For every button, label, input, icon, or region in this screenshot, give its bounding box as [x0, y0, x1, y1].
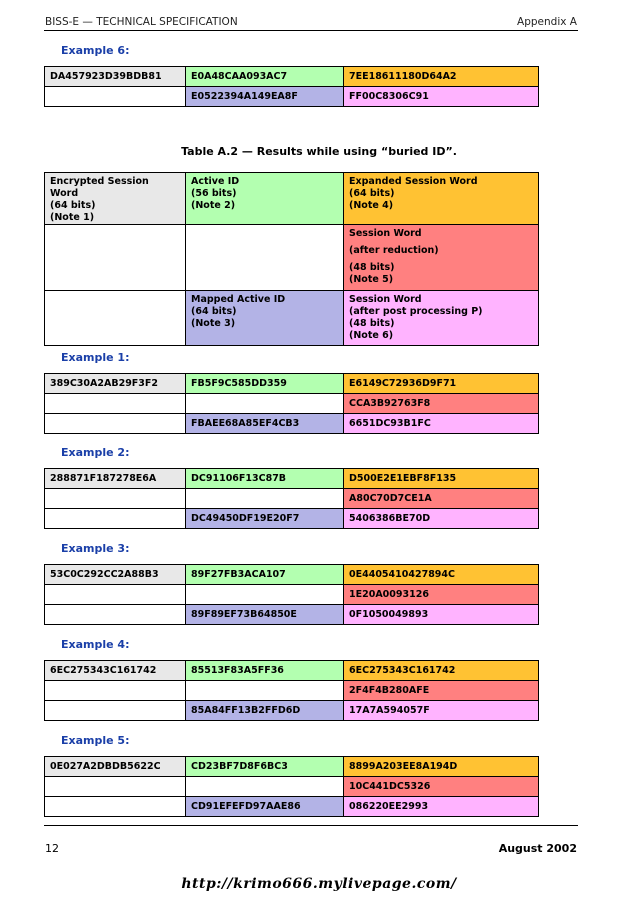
encrypted-session-word-cell: 0E027A2DBDB5622C: [45, 757, 186, 777]
header-line: (Note 6): [349, 330, 394, 341]
encrypted-session-word-cell: 53C0C292CC2A88B3: [45, 565, 186, 585]
active-id-cell: FB5F9C585DD359: [186, 374, 344, 394]
footer-rule: [44, 825, 578, 826]
empty-cell: [45, 225, 186, 291]
table-row: [45, 661, 539, 681]
session-word-reduced-cell: 10C441DC5326: [344, 777, 539, 797]
example-3-label: Example 3:: [61, 542, 130, 555]
example-4-table: [44, 660, 539, 721]
expanded-session-word-cell: 6EC275343C161742: [344, 661, 539, 681]
table-row: [45, 67, 539, 87]
running-header-appendix: Appendix A: [517, 16, 577, 28]
header-line: Mapped Active ID: [191, 294, 286, 305]
example-2-table: [44, 468, 539, 529]
header-active-id: [186, 173, 344, 225]
example-6-label: Example 6:: [61, 44, 130, 57]
empty-cell: [45, 777, 186, 797]
example-4-label: Example 4:: [61, 638, 130, 651]
table-row: [45, 87, 539, 107]
empty-cell: [45, 701, 186, 721]
table-row: [45, 509, 539, 529]
header-line: (64 bits): [191, 306, 237, 317]
empty-cell: [186, 394, 344, 414]
encrypted-session-word-cell: 6EC275343C161742: [45, 661, 186, 681]
table-row: [45, 489, 539, 509]
table-row: [45, 585, 539, 605]
expanded-session-word-cell: D500E2E1EBF8F135: [344, 469, 539, 489]
header-line: (Note 3): [191, 318, 236, 329]
empty-cell: [45, 87, 186, 107]
empty-cell: [45, 291, 186, 346]
header-line: (64 bits): [50, 200, 96, 211]
table-row: [45, 757, 539, 777]
active-id-cell: E0A48CAA093AC7: [186, 67, 344, 87]
header-line: (Note 1): [50, 212, 95, 223]
example-3-table: [44, 564, 539, 625]
empty-cell: [186, 681, 344, 701]
empty-cell: [45, 605, 186, 625]
session-word-post-cell: 17A7A594057F: [344, 701, 539, 721]
empty-cell: [45, 585, 186, 605]
mapped-active-id-cell: 89F89EF73B64850E: [186, 605, 344, 625]
footer-url: http://krimo666.mylivepage.com/: [181, 876, 457, 892]
empty-cell: [45, 394, 186, 414]
table-row: [45, 394, 539, 414]
header-line: Expanded Session Word: [349, 176, 478, 187]
example-2-label: Example 2:: [61, 446, 130, 459]
table-row: [45, 777, 539, 797]
session-word-post-cell: 6651DC93B1FC: [344, 414, 539, 434]
expanded-session-word-cell: 0E4405410427894C: [344, 565, 539, 585]
table-row: [45, 225, 539, 291]
header-mapped-active-id: [186, 291, 344, 346]
header-line: (64 bits): [349, 188, 395, 199]
header-line: Encrypted Session Word: [50, 176, 149, 199]
table-row: [45, 173, 539, 225]
header-session-word-post: [344, 291, 539, 346]
header-session-word-reduced: [344, 225, 539, 291]
running-header-title: BISS-E — TECHNICAL SPECIFICATION: [45, 16, 238, 28]
session-word-post-cell: 5406386BE70D: [344, 509, 539, 529]
example-5-table: [44, 756, 539, 817]
header-line: (after post processing P): [349, 306, 483, 317]
header-line: (56 bits): [191, 188, 237, 199]
empty-cell: [45, 489, 186, 509]
header-line: (Note 4): [349, 200, 394, 211]
empty-cell: [45, 509, 186, 529]
empty-cell: [186, 777, 344, 797]
header-line: (48 bits): [349, 318, 395, 329]
table-row: [45, 605, 539, 625]
mapped-active-id-cell: CD91EFEFD97AAE86: [186, 797, 344, 817]
header-expanded-session-word: [344, 173, 539, 225]
active-id-cell: 85513F83A5FF36: [186, 661, 344, 681]
table-caption: Table A.2 — Results while using “buried ID”.: [181, 145, 457, 158]
empty-cell: [45, 414, 186, 434]
table-row: [45, 701, 539, 721]
example-1-table: [44, 373, 539, 434]
encrypted-session-word-cell: 389C30A2AB29F3F2: [45, 374, 186, 394]
empty-cell: [186, 585, 344, 605]
active-id-cell: DC91106F13C87B: [186, 469, 344, 489]
header-line: Session Word: [349, 294, 422, 305]
empty-cell: [45, 797, 186, 817]
empty-cell: [45, 681, 186, 701]
table-row: [45, 681, 539, 701]
mapped-active-id-cell: FBAEE68A85EF4CB3: [186, 414, 344, 434]
header-rule: [44, 30, 578, 31]
empty-cell: [186, 489, 344, 509]
mapped-active-id-cell: 85A84FF13B2FFD6D: [186, 701, 344, 721]
expanded-session-word-cell: E6149C72936D9F71: [344, 374, 539, 394]
table-row: [45, 374, 539, 394]
table-row: [45, 797, 539, 817]
header-line: Session Word: [349, 228, 422, 239]
mapped-active-id-cell: E0522394A149EA8F: [186, 87, 344, 107]
empty-cell: [186, 225, 344, 291]
table-row: [45, 469, 539, 489]
session-word-post-cell: 086220EE2993: [344, 797, 539, 817]
session-word-reduced-cell: CCA3B92763F8: [344, 394, 539, 414]
legend-table: [44, 172, 539, 346]
encrypted-session-word-cell: DA457923D39BDB81: [45, 67, 186, 87]
header-line: (48 bits): [349, 262, 395, 273]
expanded-session-word-cell: 8899A203EE8A194D: [344, 757, 539, 777]
table-row: [45, 291, 539, 346]
page-number: 12: [45, 842, 59, 855]
header-line: (Note 2): [191, 200, 236, 211]
table-row: [45, 565, 539, 585]
example-1-label: Example 1:: [61, 351, 130, 364]
active-id-cell: 89F27FB3ACA107: [186, 565, 344, 585]
header-line: (after reduction): [349, 245, 439, 256]
session-word-post-cell: FF00C8306C91: [344, 87, 539, 107]
header-line: Active ID: [191, 176, 240, 187]
header-line: (Note 5): [349, 274, 394, 285]
footer-date: August 2002: [498, 842, 577, 855]
mapped-active-id-cell: DC49450DF19E20F7: [186, 509, 344, 529]
session-word-reduced-cell: 2F4F4B280AFE: [344, 681, 539, 701]
table-row: [45, 414, 539, 434]
session-word-reduced-cell: A80C70D7CE1A: [344, 489, 539, 509]
example-6-table: [44, 66, 539, 107]
encrypted-session-word-cell: 288871F187278E6A: [45, 469, 186, 489]
active-id-cell: CD23BF7D8F6BC3: [186, 757, 344, 777]
session-word-post-cell: 0F1050049893: [344, 605, 539, 625]
header-encrypted-session-word: [45, 173, 186, 225]
session-word-reduced-cell: 1E20A0093126: [344, 585, 539, 605]
expanded-session-word-cell: 7EE18611180D64A2: [344, 67, 539, 87]
example-5-label: Example 5:: [61, 734, 130, 747]
